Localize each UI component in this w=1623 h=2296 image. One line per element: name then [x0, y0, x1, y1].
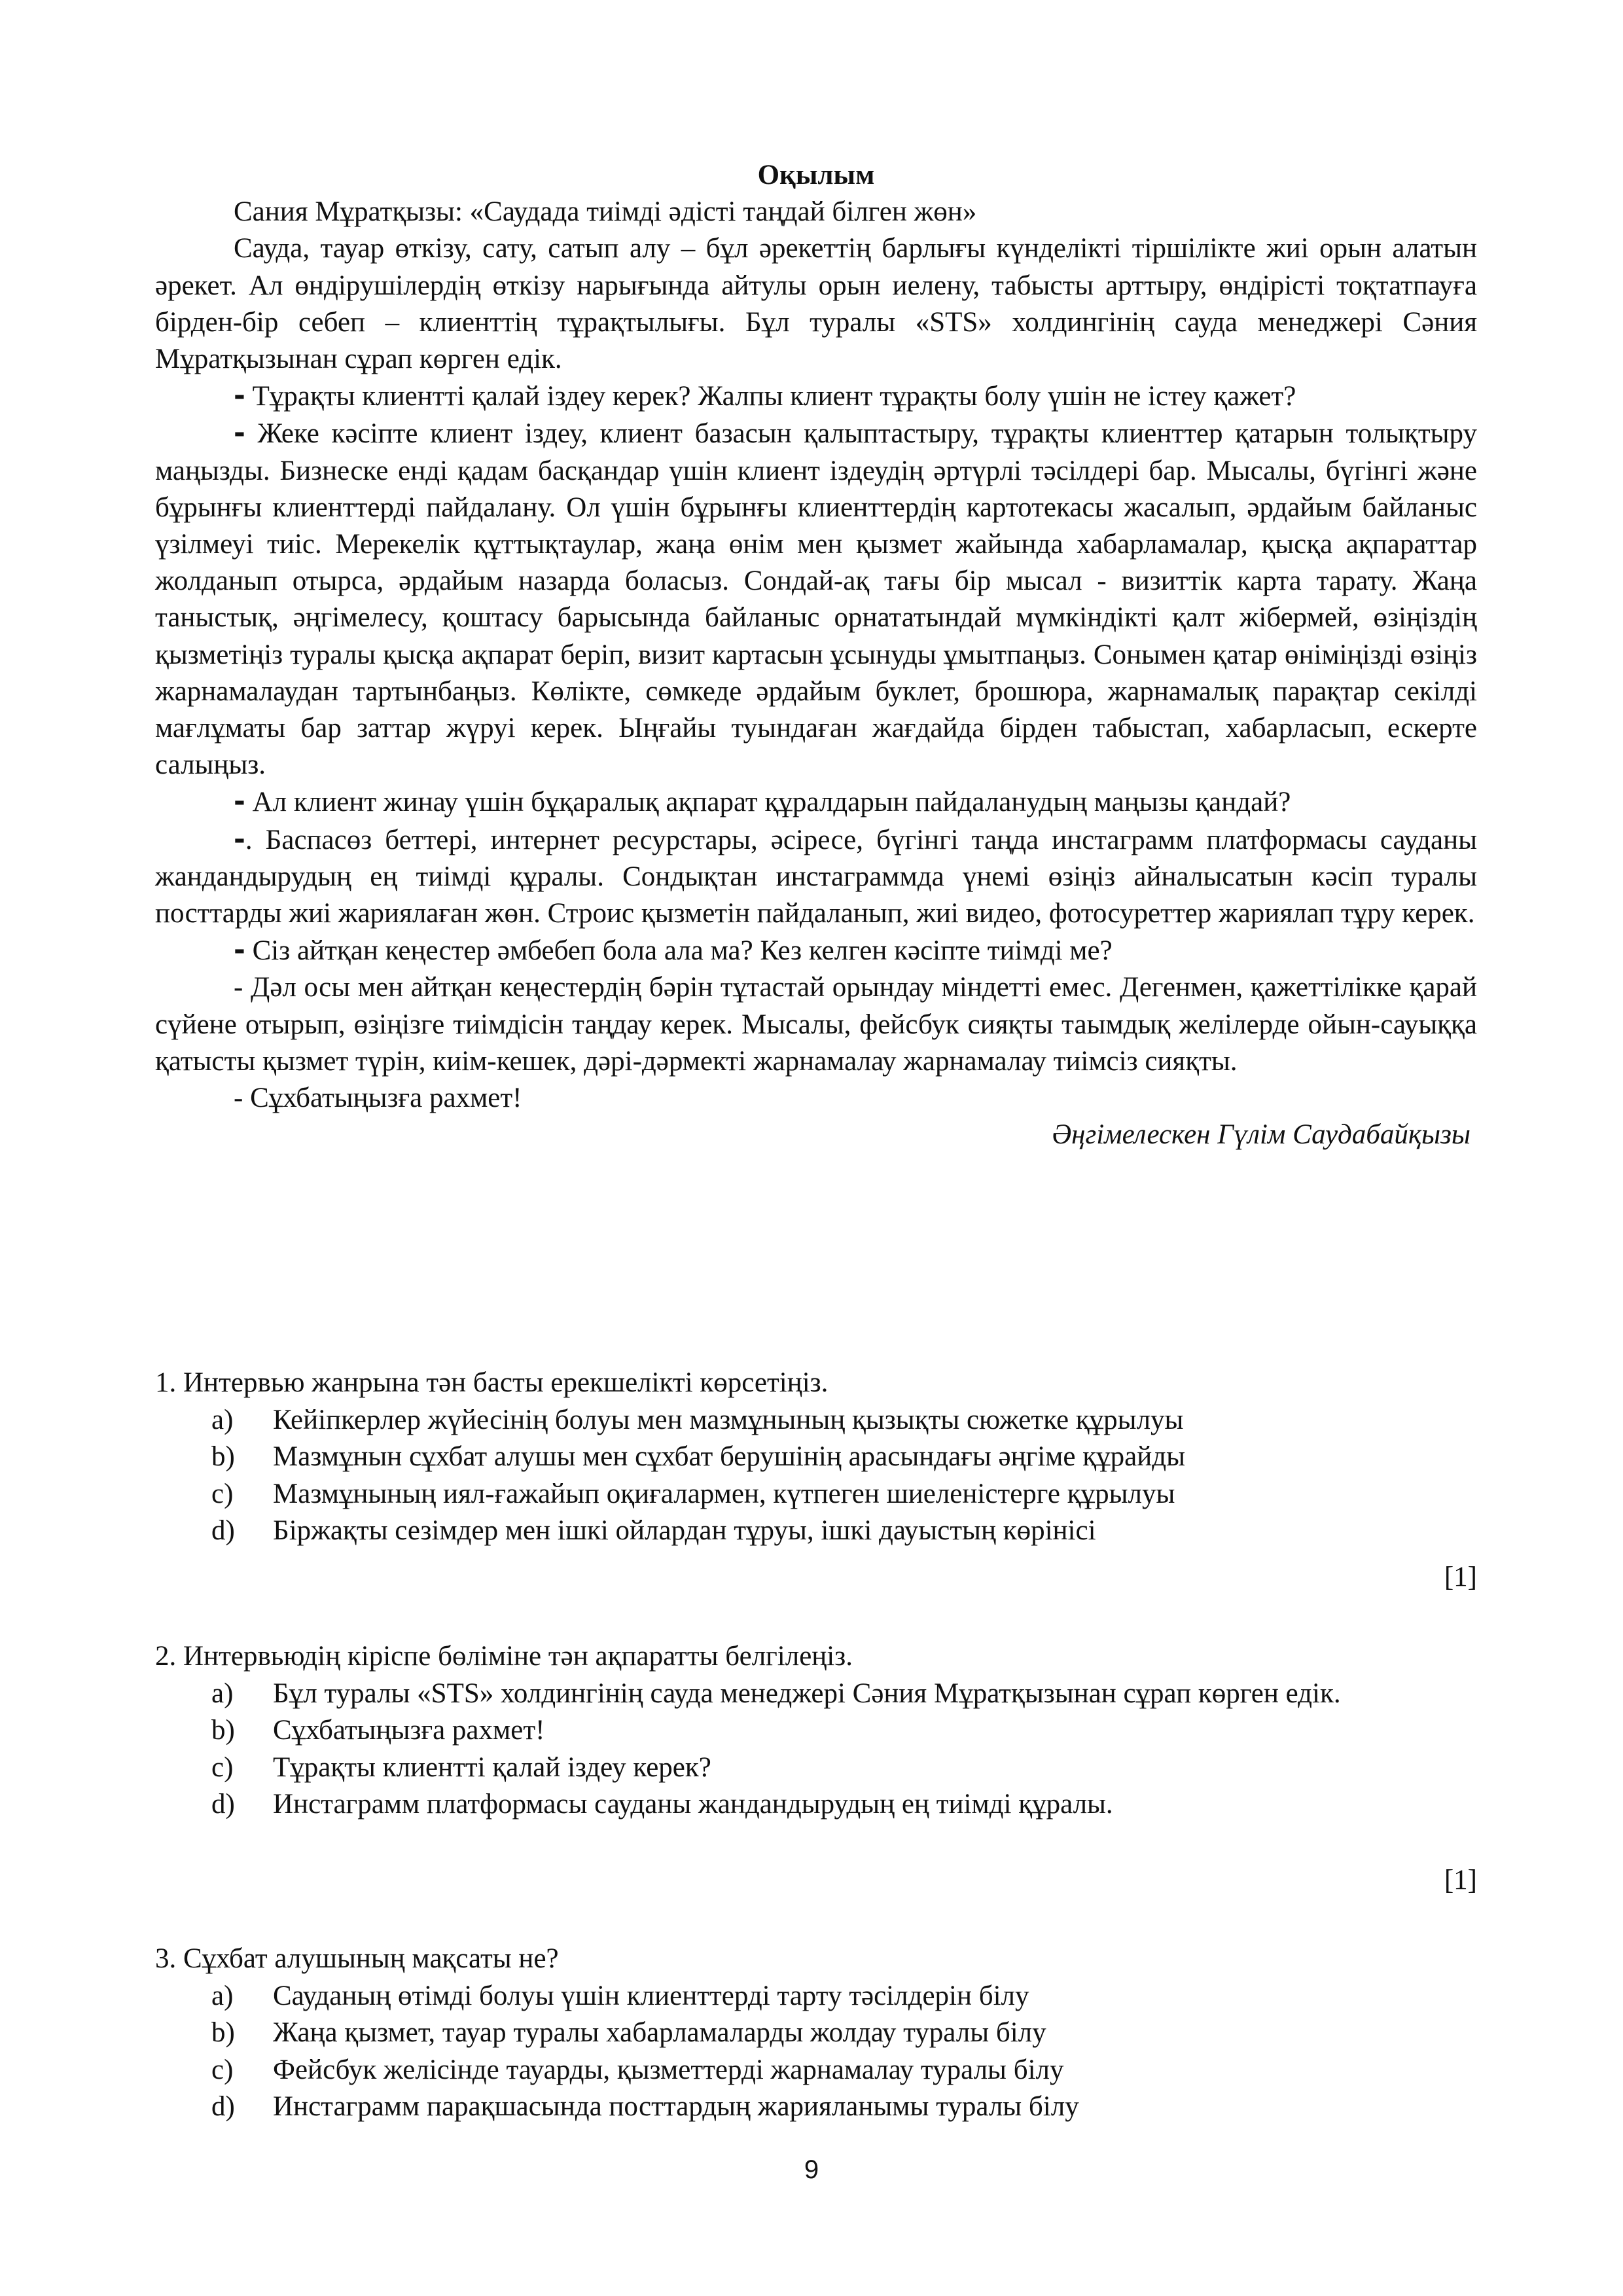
- dialog-dash: -: [234, 823, 245, 856]
- option-text: Бұл туралы «STS» холдингінің сауда менеджері Сәния Мұратқызынан сұрап көрген едік.: [273, 1677, 1341, 1709]
- option-text: Біржақты сезімдер мен ішкі ойлардан тұруы, ішкі дауыстың көрінісі: [273, 1515, 1096, 1546]
- question-text: 1. Интервью жанрына тән басты ерекшелікті көрсетіңіз.: [155, 1367, 829, 1398]
- answer-option[interactable]: [155, 1402, 1477, 1439]
- question-mark: [1]: [1444, 1865, 1477, 1895]
- option-text: Жаңа қызмет, тауар туралы хабарламаларды жолдау туралы білу: [273, 2017, 1046, 2048]
- question-mark: [1]: [1444, 1562, 1477, 1592]
- answer-option[interactable]: [155, 1978, 1477, 2015]
- dialog-text: Ал клиент жинау үшін бұқаралық ақпарат құралдарын пайдаланудың маңызы қандай?: [245, 787, 1291, 818]
- answer-option[interactable]: [155, 1676, 1477, 1713]
- dialog-text: Сіз айтқан кеңестер әмбебеп бола ала ма? Кез келген кәсіпте тиімді ме?: [245, 935, 1113, 967]
- answer-option[interactable]: [155, 2015, 1477, 2052]
- option-letter: b): [211, 2017, 235, 2048]
- question-2: [155, 1638, 1477, 1823]
- page-title: Оқылым: [757, 160, 875, 190]
- dialog-dash: -: [234, 934, 245, 967]
- option-letter: d): [211, 1515, 235, 1546]
- answer-option[interactable]: [155, 1439, 1477, 1476]
- dialog-text: - Сұхбатыңызға рахмет!: [234, 1083, 522, 1114]
- dialog-text: Тұрақты клиентті қалай іздеу керек? Жалпы клиент тұрақты болу үшін не істеу қажет?: [245, 381, 1296, 412]
- dialog-line: [155, 821, 1477, 933]
- dialog-line: [155, 783, 1477, 821]
- dialog-text: Жеке кәсіпте клиент іздеу, клиент базасын қалыптастыру, тұрақты клиенттер қатарын толықтыру маңызды. Бизнеске енді қадам басқандар үшін клиент іздеудің әртүрлі тәсілдері бар. Мысалы, бүгінгі және бұрынғы клиенттерді пайдалану. Ол үшін бұрынғы клиенттердің картотекасы жасалып, әрдайым байланыс үзілмеуі тиіс. Мерекелік құттықтаулар, жаңа өнім мен қызмет жайында хабарламалар, қысқа ақпараттар жолданып отырса, әрдайым назарда боласыз. Сондай-ақ тағы бір мысал - визиттік карта тарату. Жаңа таныстық, әңгімелесу, қоштасу барысында байланыс орнататындай мүмкіндікті қалт жібермей, өзіңіздің қызметіңіз туралы қысқа ақпарат беріп, визит картасын ұсынуды ұмытпаңыз. Сонымен қатар өніміңізді өзіңіз жарнамалаудан тартынбаңыз. Көлікте, сөмкеде әрдайым буклет, брошюра, жарнамалық парақтар секілді мағлұматы бар заттар жүруі керек. Ыңғайы туындаған жағдайда бірден табыстап, хабарласып, ескерте салыңыз.: [155, 418, 1477, 781]
- option-letter: c): [211, 2054, 234, 2085]
- option-text: Сұхбатыңызға рахмет!: [273, 1715, 545, 1746]
- answer-option[interactable]: [155, 2089, 1477, 2126]
- intro-paragraph: Сауда, тауар өткізу, сату, сатып алу – бұл әрекеттің барлығы күнделікті тіршілікте жиі орын алатын әрекет. Ал өндірушілердің өткізу нарығында айтулы орын иелену, табысты арттыру, өндірісті тоқтатпауға бірден-бір себеп – клиенттің тұрақтылығы. Бұл туралы «STS» холдингінің сауда менеджері Сәния Мұратқызынан сұрап көрген едік.: [155, 233, 1477, 375]
- option-letter: a): [211, 1404, 234, 1435]
- option-text: Инстаграмм парақшасында посттардың жарияланымы туралы білу: [273, 2091, 1079, 2122]
- option-letter: d): [211, 2091, 235, 2122]
- dialog-text: - Дәл осы мен айтқан кеңестердің бәрін тұтастай орындау міндетті емес. Дегенмен, қажеттілікке қарай сүйене отырып, өзіңізге тиімдісін таңдау керек. Мысалы, фейсбук сияқты таымдық желілерде ойын-сауыққа қатысты қызмет түрін, киім-кешек, дәрі-дәрмекті жарнамалау жарнамалау тиімсіз сияқты.: [155, 972, 1477, 1077]
- option-text: Мазмұнының иял-ғажайып оқиғалармен, күтпеген шиеленістерге құрылуы: [273, 1478, 1175, 1509]
- dialog-line: [155, 1080, 1477, 1117]
- dialog-dash: -: [234, 380, 245, 413]
- option-letter: a): [211, 1980, 234, 2011]
- dialog-text: . Баспасөз беттері, интернет ресурстары, әсіресе, бүгінгі таңда инстаграмм платформасы сауданы жандандырудың ең тиімді құралы. Сондықтан инстаграммда үнемі өзіңіз айналысатын кәсіп туралы посттарды жиі жариялаған жөн. Строис қызметін пайдаланып, жиі видео, фотосуреттер жариялап тұру керек.: [155, 824, 1477, 929]
- signature: Әңгімелескен Гүлім Саудабайқызы: [1052, 1119, 1471, 1151]
- option-letter: d): [211, 1789, 235, 1820]
- option-text: Инстаграмм платформасы сауданы жандандырудың ең тиімді құралы.: [273, 1789, 1113, 1820]
- option-letter: b): [211, 1715, 235, 1746]
- dialog-line: [155, 415, 1477, 783]
- option-text: Мазмұнын сұхбат алушы мен сұхбат берушінің арасындағы әңгіме құрайды: [273, 1441, 1185, 1472]
- answer-option[interactable]: [155, 1476, 1477, 1513]
- dialog-dash: -: [234, 785, 245, 819]
- dialog-line: [155, 378, 1477, 415]
- answer-option[interactable]: [155, 2052, 1477, 2089]
- question-3: [155, 1941, 1477, 2126]
- question-1: [155, 1365, 1477, 1550]
- interview-subtitle: Сания Мұратқызы: «Саудада тиімді әдісті таңдай білген жөн»: [234, 196, 977, 228]
- option-letter: c): [211, 1751, 234, 1783]
- reading-passage: [155, 157, 1477, 1153]
- dialog-line: [155, 932, 1477, 969]
- option-text: Тұрақты клиентті қалай іздеу керек?: [273, 1751, 711, 1783]
- answer-option[interactable]: [155, 1749, 1477, 1787]
- question-text: 3. Сұхбат алушының мақсаты не?: [155, 1943, 559, 1974]
- option-letter: b): [211, 1441, 235, 1472]
- answer-option[interactable]: [155, 1786, 1477, 1823]
- dialog-line: [155, 969, 1477, 1080]
- dialog-dash: -: [234, 417, 245, 450]
- option-text: Сауданың өтімді болуы үшін клиенттерді тарту тәсілдерін білу: [273, 1980, 1029, 2011]
- page-number: 9: [804, 2155, 819, 2184]
- answer-option[interactable]: [155, 1712, 1477, 1749]
- answer-option[interactable]: [155, 1513, 1477, 1550]
- option-letter: a): [211, 1677, 234, 1709]
- option-text: Кейіпкерлер жүйесінің болуы мен мазмұнының қызықты сюжетке құрылуы: [273, 1404, 1184, 1435]
- option-text: Фейсбук желісінде тауарды, қызметтерді жарнамалау туралы білу: [273, 2054, 1064, 2085]
- question-text: 2. Интервьюдің кіріспе бөліміне тән ақпаратты белгілеңіз.: [155, 1641, 853, 1672]
- option-letter: c): [211, 1478, 234, 1509]
